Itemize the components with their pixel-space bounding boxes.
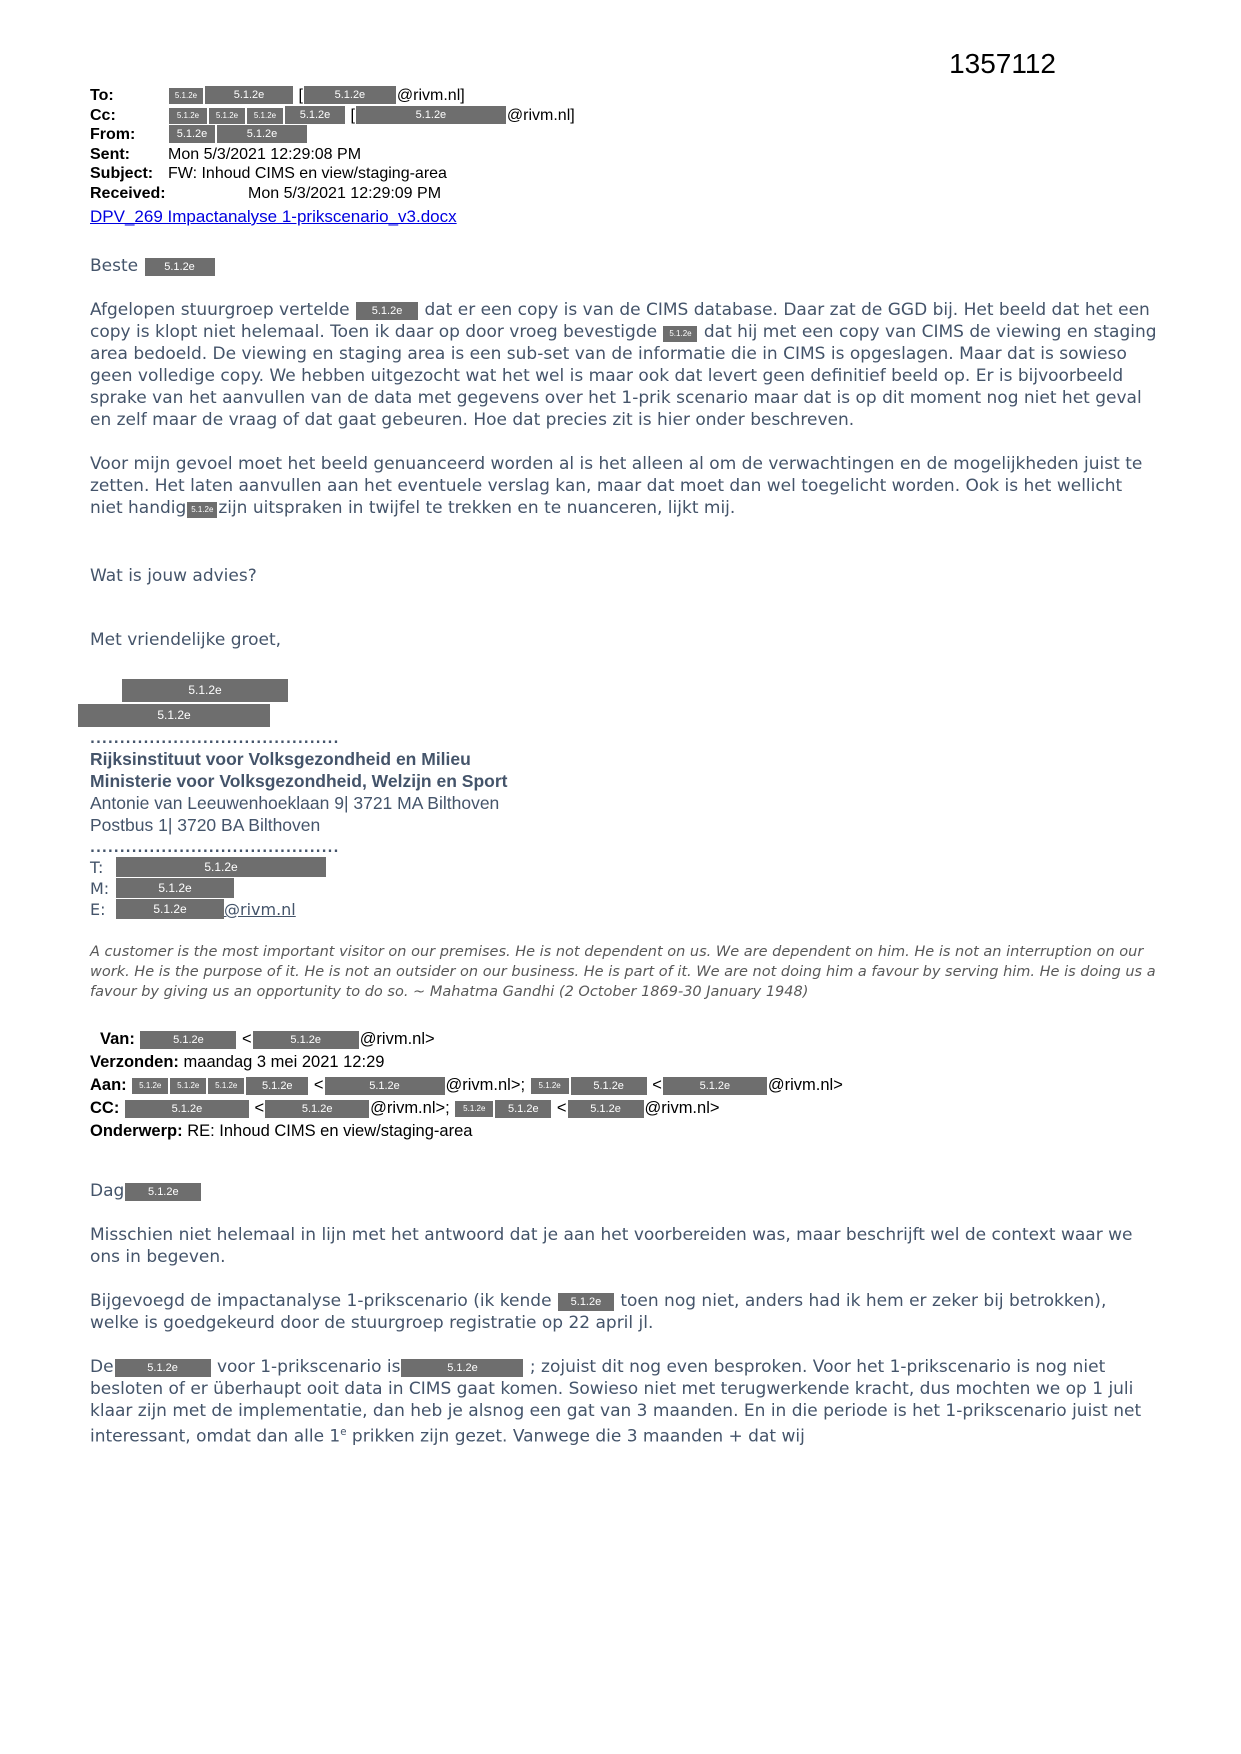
phone-label: T: xyxy=(90,857,104,877)
header-label-cc: Cc: xyxy=(90,106,116,124)
org-name: Rijksinstituut voor Volksgezondheid en Milieu xyxy=(90,749,471,769)
header-label-sent: Sent: xyxy=(90,145,130,163)
attachment-link[interactable]: DPV_269 Impactanalyse 1-prikscenario_v3.docx xyxy=(90,207,457,226)
header-row-sent xyxy=(90,145,1158,165)
redaction-box: 5.1.2e xyxy=(495,1100,551,1118)
quoted-row-verzonden xyxy=(90,1051,1158,1073)
header-value-sent: Mon 5/3/2021 12:29:08 PM xyxy=(168,145,362,163)
divider-dots: .......................................... xyxy=(90,732,340,747)
contact-row-mobile xyxy=(90,878,1158,899)
reply-body xyxy=(90,1180,1158,1448)
redaction-box: 5.1.2e xyxy=(401,1359,523,1377)
header-row-subject xyxy=(90,164,1158,184)
contact-row-phone xyxy=(90,857,1158,878)
header-value-cc: 5.1.2e 5.1.2e 5.1.2e 5.1.2e [ 5.1.2e @rivm.nl] xyxy=(168,106,575,126)
quoted-label-onderwerp: Onderwerp: xyxy=(90,1122,183,1140)
redaction-box: 5.1.2e xyxy=(247,108,283,124)
quoted-value-verzonden: maandag 3 mei 2021 12:29 xyxy=(178,1053,385,1071)
redaction-box: 5.1.2e xyxy=(78,704,270,727)
mobile-label: M: xyxy=(90,878,110,898)
signature-block xyxy=(90,679,1158,1002)
redaction-box: 5.1.2e xyxy=(285,106,345,124)
quoted-row-van xyxy=(100,1028,1158,1050)
header-value-subject: FW: Inhoud CIMS en view/staging-area xyxy=(168,165,447,182)
redaction-box: 5.1.2e xyxy=(187,502,217,518)
redaction-box: 5.1.2e xyxy=(116,857,326,877)
quoted-value-onderwerp: RE: Inhoud CIMS en view/staging-area xyxy=(182,1122,473,1140)
address-line-2: Postbus 1| 3720 BA Bilthoven xyxy=(90,815,321,835)
email-header xyxy=(90,86,1158,227)
redaction-box: 5.1.2e xyxy=(170,1078,206,1094)
redaction-box: 5.1.2e xyxy=(558,1293,614,1311)
redaction-box: 5.1.2e xyxy=(140,1031,236,1049)
quoted-email-header xyxy=(90,1028,1158,1142)
redaction-box: 5.1.2e xyxy=(571,1077,647,1095)
redaction-box: 5.1.2e xyxy=(205,86,293,104)
redaction-box: 5.1.2e xyxy=(356,302,418,320)
redaction-box: 5.1.2e xyxy=(169,125,215,143)
quoted-label-verzonden: Verzonden: xyxy=(90,1053,179,1071)
email-value xyxy=(116,899,296,920)
redaction-box: 5.1.2e xyxy=(246,1077,308,1095)
header-value-received: Mon 5/3/2021 12:29:09 PM xyxy=(248,184,442,202)
mobile-value xyxy=(116,878,234,899)
redaction-box: 5.1.2e xyxy=(115,1359,211,1377)
redaction-box: 5.1.2e xyxy=(145,258,215,276)
superscript: e xyxy=(340,1427,347,1438)
quoted-label-cc: CC: xyxy=(90,1099,120,1117)
redaction-box: 5.1.2e xyxy=(132,1078,168,1094)
phone-value xyxy=(116,857,326,878)
redaction-box: 5.1.2e xyxy=(209,108,245,124)
reply-greeting-line: Dag 5.1.2e xyxy=(90,1180,1158,1202)
redaction-box: 5.1.2e xyxy=(325,1077,445,1095)
greeting-line: Beste 5.1.2e xyxy=(90,255,1158,277)
quoted-label-aan: Aan: xyxy=(90,1076,127,1094)
header-label-to: To: xyxy=(90,87,114,104)
contact-row-email xyxy=(90,899,1158,920)
redaction-box: 5.1.2e xyxy=(116,899,224,919)
address-line-1: Antonie van Leeuwenhoeklaan 9| 3721 MA Bilthoven xyxy=(90,793,500,813)
header-row-to xyxy=(90,86,1158,106)
redaction-box: 5.1.2e xyxy=(125,1100,249,1118)
header-row-from xyxy=(90,125,1158,145)
redaction-box: 5.1.2e xyxy=(265,1100,369,1118)
header-label-received: Received: xyxy=(90,184,166,202)
header-value-from xyxy=(168,125,308,145)
body-paragraph: Misschien niet helemaal in lijn met het antwoord dat je aan het voorbereiden was, maar beschrijft wel de context waar we ons in begeven. xyxy=(90,1225,1133,1267)
quoted-row-onderwerp xyxy=(90,1120,1158,1142)
gandhi-quote: A customer is the most important visitor on our premises. He is not dependent on us. We are dependent on him. He is not an interruption on our work. He is the purpose of it. He is not an outsider on our business. He is part of it. We are not doing him a favour by serving him. He is doing us a favour by giving us an opportunity to do so. ~ Mahatma Gandhi (2 October 1869-30 January 1948) xyxy=(90,944,1156,1000)
closing-line: Met vriendelijke groet, xyxy=(90,630,282,650)
quoted-value-aan: 5.1.2e 5.1.2e 5.1.2e 5.1.2e < 5.1.2e @rivm.nl>; 5.1.2e 5.1.2e < 5.1.2e @rivm.nl> xyxy=(127,1076,843,1094)
header-value-to: 5.1.2e 5.1.2e [ 5.1.2e @rivm.nl] xyxy=(168,86,465,106)
header-label-from: From: xyxy=(90,126,136,143)
document-number: 1357112 xyxy=(949,48,1056,79)
header-row-cc xyxy=(90,106,1158,126)
body-paragraph: De 5.1.2e voor 1-prikscenario is 5.1.2e ; zojuist dit nog even besproken. Voor het 1-prikscenario is nog niet besloten of er überhaupt ooit data in CIMS gaat komen. Sowieso niet met terugwerkende kracht, dus mochten we op 1 juli klaar zijn met de implementatie, dan heb je alsnog een gat van 3 maanden. En in die periode is het 1-prikscenario juist net interessant, omdat dan alle 1e prikken zijn gezet. Vanwege die 3 maanden + dat wij xyxy=(90,1357,1142,1447)
redaction-box: 5.1.2e xyxy=(217,125,307,143)
body-paragraph: Voor mijn gevoel moet het beeld genuanceerd worden al is het alleen al om de verwachtingen en de mogelijkheden juist te zetten. Het laten aanvullen aan het eventuele verslag kan, maar dat moet dan wel toegelicht worden. Ook is het wellicht niet handig 5.1.2e zijn uitspraken in twijfel te trekken en te nuanceren, lijkt mij. xyxy=(90,454,1143,518)
redaction-box: 5.1.2e xyxy=(253,1031,359,1049)
header-row-received xyxy=(90,184,1158,204)
redaction-box: 5.1.2e xyxy=(356,106,506,124)
email-label: E: xyxy=(90,899,106,919)
redaction-box: 5.1.2e xyxy=(125,1183,201,1201)
redaction-box: 5.1.2e xyxy=(116,878,234,898)
redaction-box: 5.1.2e xyxy=(169,88,203,104)
redaction-box: 5.1.2e xyxy=(568,1100,644,1118)
divider-dots: .......................................... xyxy=(90,841,340,856)
redaction-box: 5.1.2e xyxy=(122,679,288,702)
question-line: Wat is jouw advies? xyxy=(90,566,257,586)
redaction-box: 5.1.2e xyxy=(304,86,396,104)
email-body xyxy=(90,255,1158,651)
redaction-box: 5.1.2e xyxy=(663,1077,767,1095)
quoted-label-van: Van: xyxy=(100,1030,135,1048)
body-paragraph: Afgelopen stuurgroep vertelde 5.1.2e dat er een copy is van de CIMS database. Daar zat de GGD bij. Het beeld dat het een copy is klopt niet helemaal. Toen ik daar op door vroeg bevestigde 5.1.2e dat hij met een copy van CIMS de viewing en staging area bedoeld. De viewing en staging area is een sub-set van de informatie die in CIMS is opgeslagen. Maar dat is sowieso geen volledige copy. We hebben uitgezocht wat het wel is maar ook dat levert geen definitief beeld op. Er is bijvoorbeeld sprake van het aanvullen van de data met gegevens over het 1-prik scenario maar dat is op dit moment nog niet het geval en zelf maar de vraag of dat gaat gebeuren. Hoe dat precies zit is hier onder beschreven. xyxy=(90,300,1157,430)
quoted-row-aan xyxy=(90,1074,1158,1096)
redaction-box: 5.1.2e xyxy=(208,1078,244,1094)
quoted-value-cc: 5.1.2e < 5.1.2e @rivm.nl>; 5.1.2e 5.1.2e < 5.1.2e @rivm.nl> xyxy=(119,1099,719,1117)
ministry-name: Ministerie voor Volksgezondheid, Welzijn en Sport xyxy=(90,771,508,791)
redaction-box: 5.1.2e xyxy=(455,1101,493,1117)
redaction-box: 5.1.2e xyxy=(663,326,697,342)
redaction-box: 5.1.2e xyxy=(169,108,207,124)
quoted-row-cc xyxy=(90,1097,1158,1119)
header-label-subject: Subject: xyxy=(90,165,154,182)
quoted-value-van: 5.1.2e < 5.1.2e @rivm.nl> xyxy=(135,1030,435,1048)
redaction-box: 5.1.2e xyxy=(531,1078,569,1094)
email-link[interactable]: @rivm.nl xyxy=(224,900,296,919)
body-paragraph: Bijgevoegd de impactanalyse 1-prikscenario (ik kende 5.1.2e toen nog niet, anders had ik hem er zeker bij betrokken), welke is goedgekeurd door de stuurgroep registratie op 22 april jl. xyxy=(90,1291,1107,1333)
